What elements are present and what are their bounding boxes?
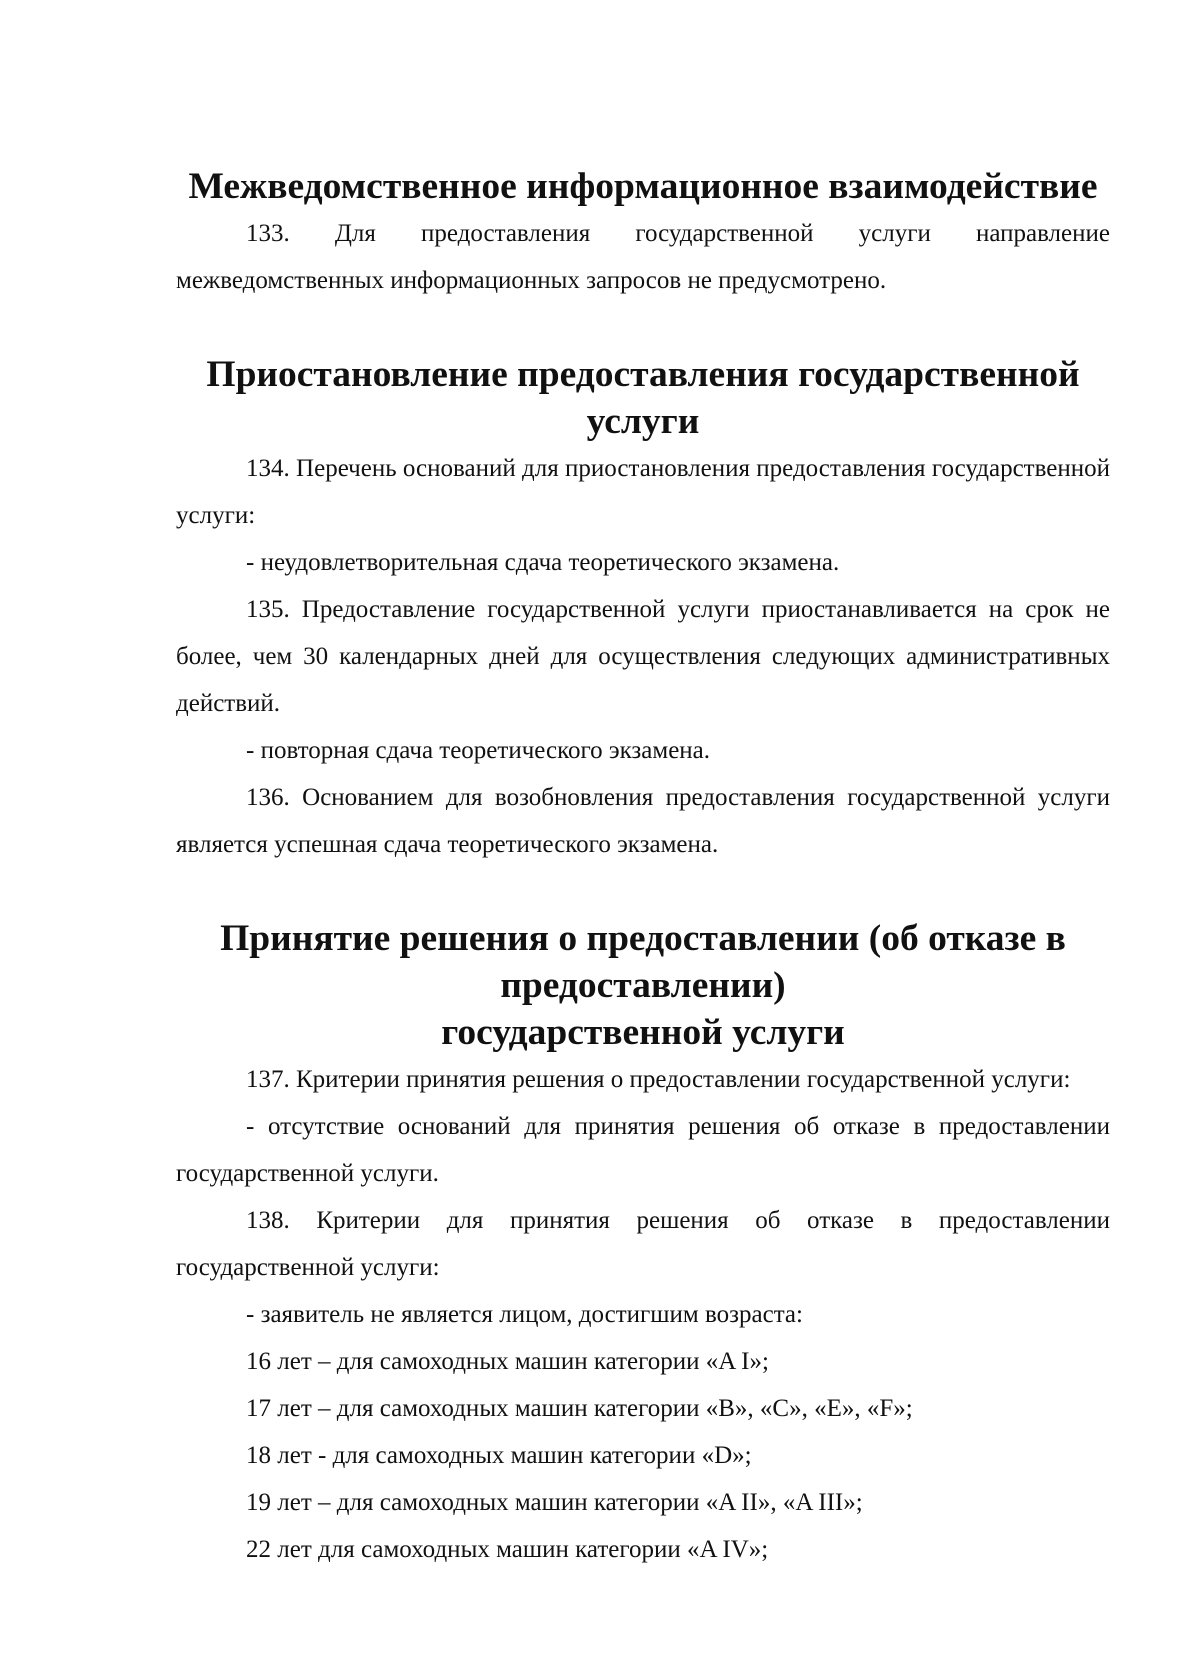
section-heading [176, 163, 1110, 210]
heading-line: Межведомственное информационное взаимодействие [188, 166, 1098, 207]
section-interagency-interaction [176, 163, 1110, 304]
section-heading [176, 351, 1110, 445]
list-item-unsatisfactory-exam: - неудовлетворительная сдача теоретического экзамена. [246, 549, 840, 576]
paragraph-135: 135. Предоставление государственной услуги приостанавливается на срок не более, чем 30 календарных дней для осуществления следующих административных действий. [176, 596, 1110, 717]
section-gap [176, 868, 1110, 915]
paragraph-136: 136. Основанием для возобновления предоставления государственной услуги является успешная сдача теоретического экзамена. [176, 784, 1110, 858]
heading-line: Принятие решения о предоставлении (об отказе в предоставлении) [220, 918, 1066, 1006]
list-item-age-18: 18 лет - для самоходных машин категории «D»; [246, 1442, 752, 1469]
document-body [176, 163, 1110, 1573]
paragraph-137: 137. Критерии принятия решения о предоставлении государственной услуги: [246, 1066, 1071, 1093]
paragraph-133: 133. Для предоставления государственной услуги направление межведомственных информационных запросов не предусмотрено. [176, 220, 1110, 294]
paragraph-134: 134. Перечень оснований для приостановления предоставления государственной услуги: [176, 455, 1110, 529]
list-item-age-16: 16 лет – для самоходных машин категории «A I»; [246, 1348, 769, 1375]
section-gap [176, 304, 1110, 351]
list-item-repeat-exam: - повторная сдача теоретического экзамена. [246, 737, 711, 764]
paragraph-138: 138. Критерии для принятия решения об отказе в предоставлении государственной услуги: [176, 1207, 1110, 1281]
section-heading [176, 915, 1110, 1056]
heading-line: государственной услуги [441, 1012, 845, 1053]
list-item-no-grounds: - отсутствие оснований для принятия решения об отказе в предоставлении государственной услуги. [176, 1113, 1110, 1187]
list-item-age-22: 22 лет для самоходных машин категории «A IV»; [246, 1536, 769, 1563]
list-item-age-17: 17 лет – для самоходных машин категории «B», «C», «E», «F»; [246, 1395, 913, 1422]
list-item-age-requirement: - заявитель не является лицом, достигшим возраста: [246, 1301, 803, 1328]
section-suspension [176, 351, 1110, 868]
section-decision [176, 915, 1110, 1573]
list-item-age-19: 19 лет – для самоходных машин категории «A II», «A III»; [246, 1489, 863, 1516]
heading-line: Приостановление предоставления государственной услуги [206, 354, 1080, 442]
